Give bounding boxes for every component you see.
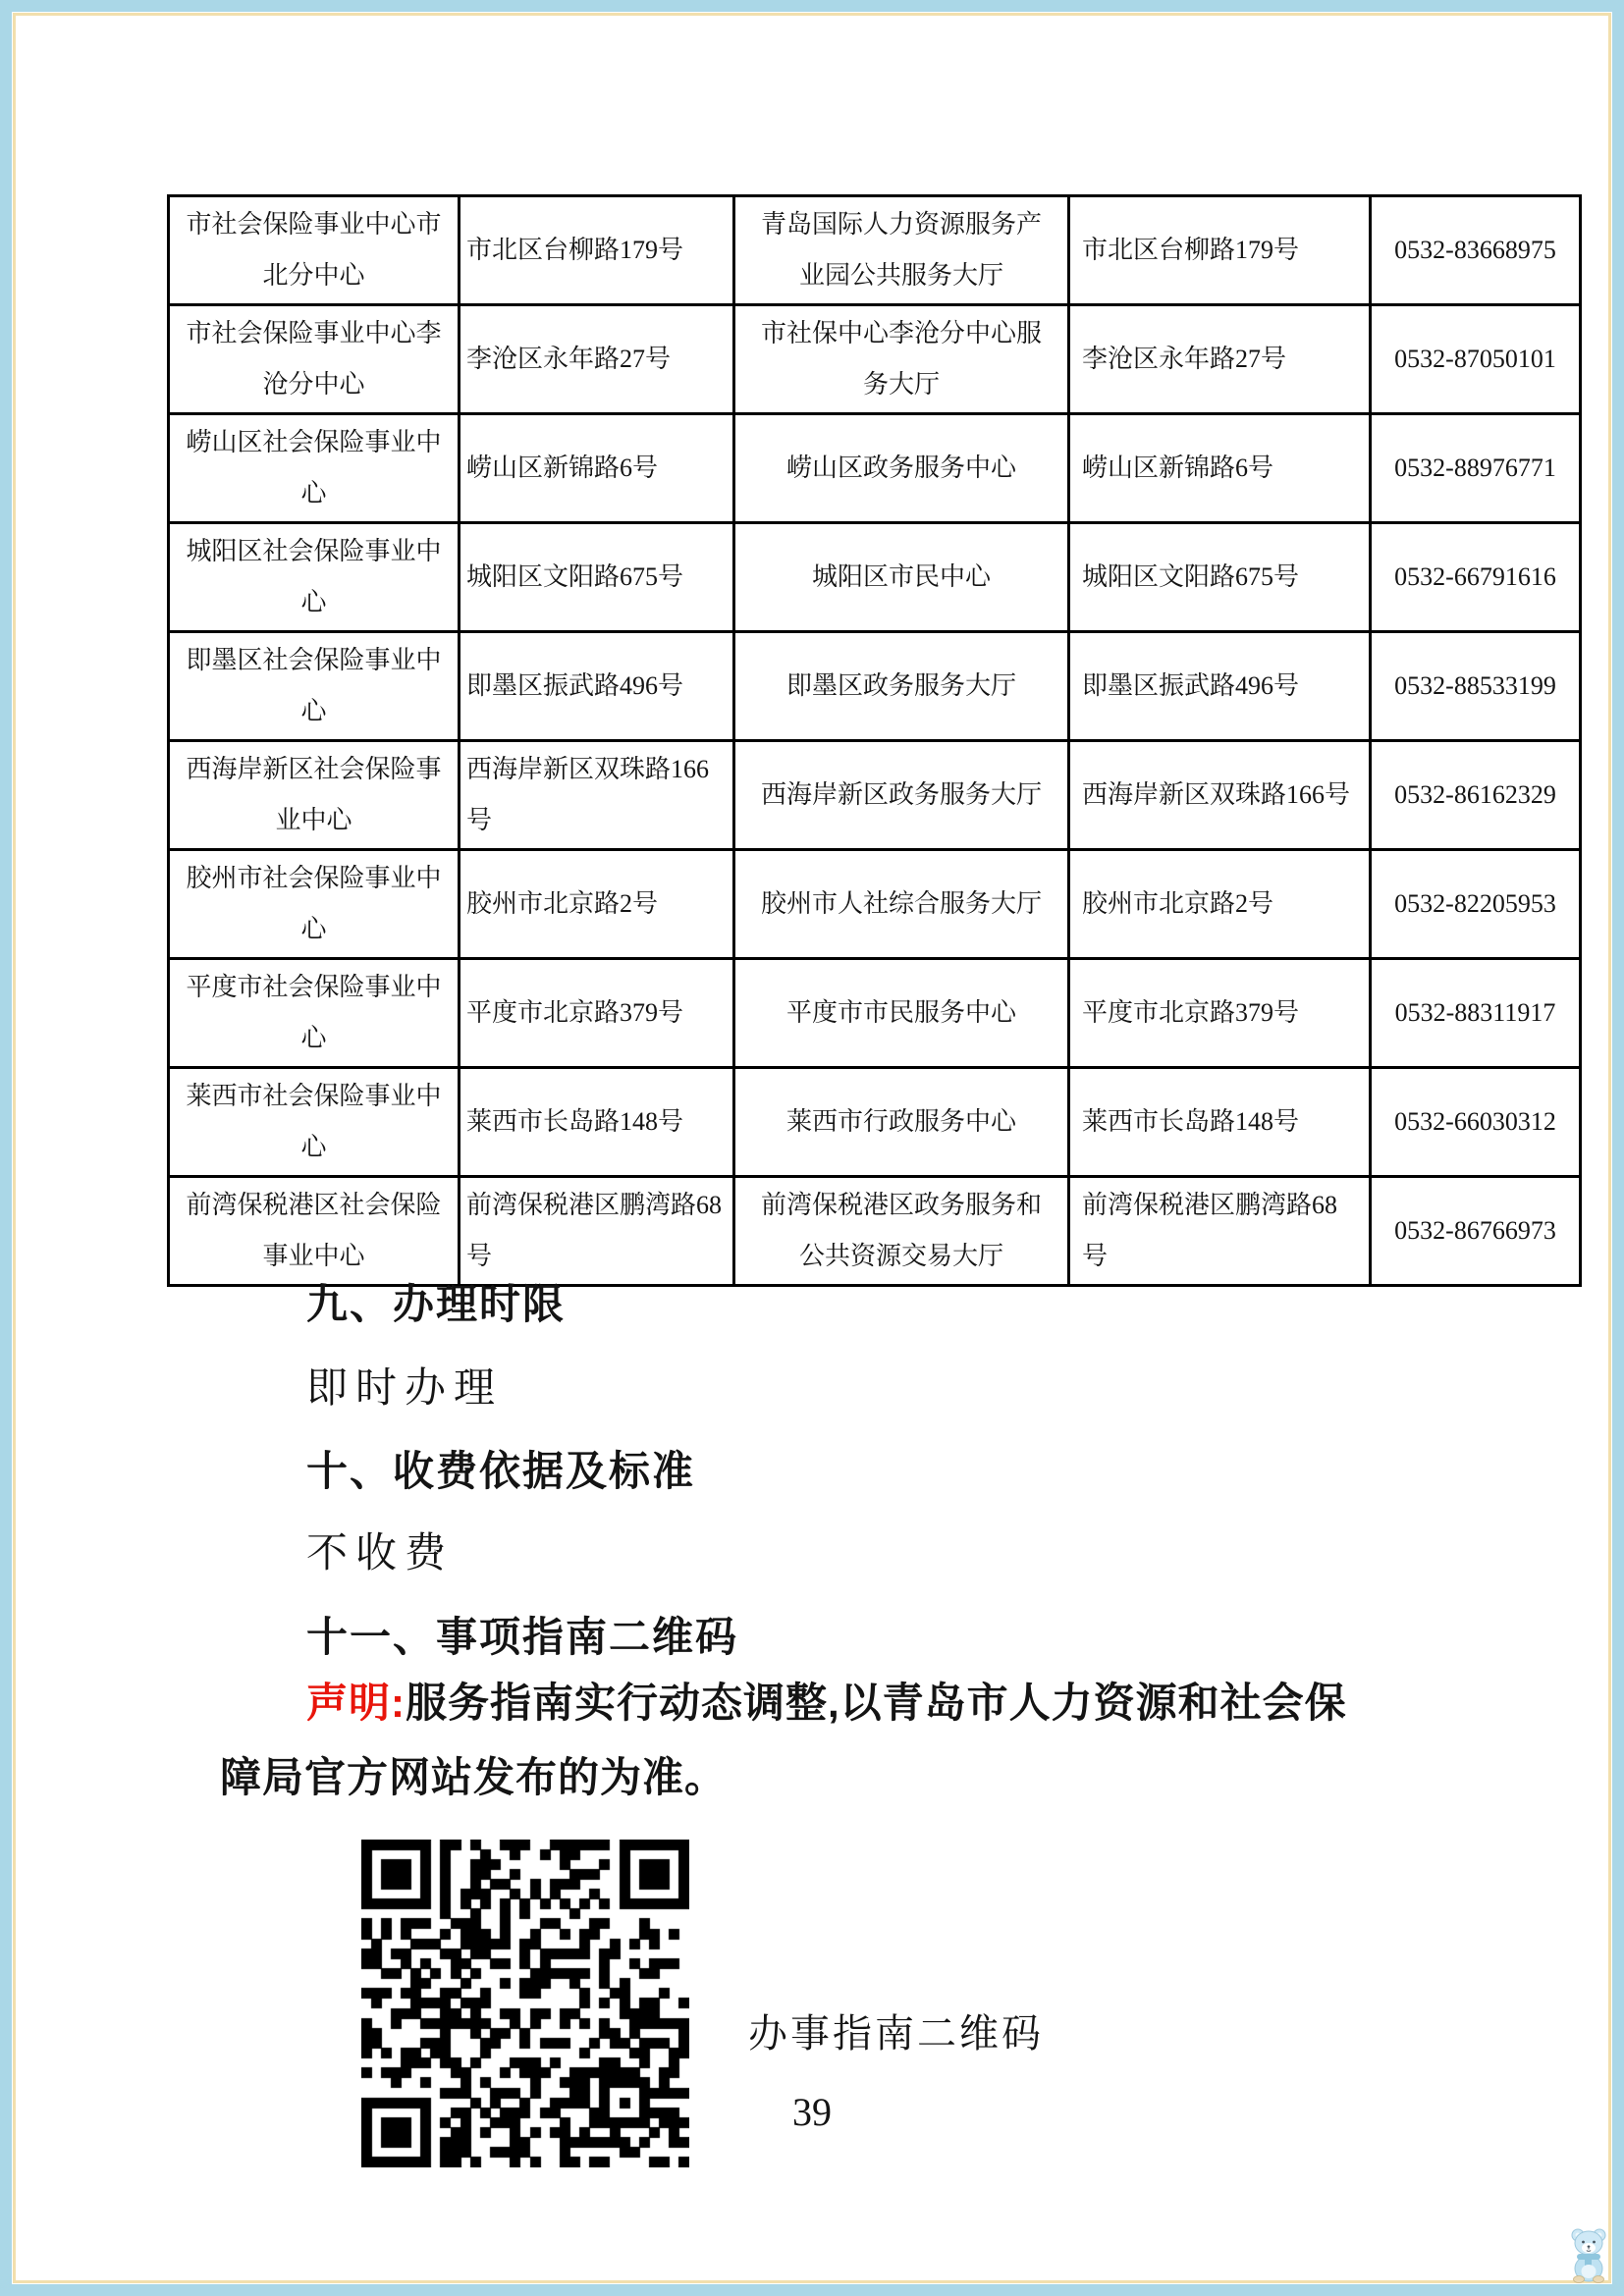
table-cell: 崂山区新锦路6号	[460, 414, 734, 523]
service-centers-table	[167, 194, 1582, 1287]
table-row	[169, 196, 1581, 305]
table-cell: 0532-87050101	[1371, 305, 1581, 414]
table-cell: 0532-88976771	[1371, 414, 1581, 523]
table-row	[169, 1177, 1581, 1286]
table-row	[169, 959, 1581, 1068]
table-cell: 城阳区社会保险事业中心	[169, 523, 460, 632]
table-cell: 0532-86162329	[1371, 741, 1581, 850]
table-cell: 平度市社会保险事业中心	[169, 959, 460, 1068]
table-cell: 莱西市行政服务中心	[734, 1068, 1069, 1177]
table-cell: 平度市北京路379号	[1069, 959, 1371, 1068]
table-cell: 0532-82205953	[1371, 850, 1581, 959]
table-row	[169, 741, 1581, 850]
table-cell: 即墨区振武路496号	[1069, 632, 1371, 741]
statement-text-1: 服务指南实行动态调整,以青岛市人力资源和社会保	[406, 1680, 1347, 1726]
section-10-body: 不收费	[306, 1531, 455, 1576]
table-cell: 0532-83668975	[1371, 196, 1581, 305]
table-cell: 崂山区社会保险事业中心	[169, 414, 460, 523]
table-cell: 莱西市社会保险事业中心	[169, 1068, 460, 1177]
table-cell: 前湾保税港区政务服务和公共资源交易大厅	[734, 1177, 1069, 1286]
table-cell: 西海岸新区社会保险事业中心	[169, 741, 460, 850]
table-cell: 即墨区政务服务大厅	[734, 632, 1069, 741]
table-cell: 胶州市北京路2号	[1069, 850, 1371, 959]
table-cell: 0532-66030312	[1371, 1068, 1581, 1177]
table-cell: 平度市北京路379号	[460, 959, 734, 1068]
table-cell: 市北区台柳路179号	[460, 196, 734, 305]
table-row	[169, 850, 1581, 959]
qr-caption: 办事指南二维码	[748, 2011, 1044, 2056]
table-cell: 城阳区文阳路675号	[1069, 523, 1371, 632]
table-cell: 0532-88311917	[1371, 959, 1581, 1068]
table-cell: 青岛国际人力资源服务产业园公共服务大厅	[734, 196, 1069, 305]
table-cell: 市社会保险事业中心市北分中心	[169, 196, 460, 305]
table-cell: 西海岸新区双珠路166号	[460, 741, 734, 850]
statement-line-1	[306, 1679, 1347, 1728]
table-cell: 李沧区永年路27号	[1069, 305, 1371, 414]
statement-line-2: 障局官方网站发布的为准。	[220, 1754, 728, 1800]
table-cell: 前湾保税港区鹏湾路68号	[460, 1177, 734, 1286]
table-cell: 0532-88533199	[1371, 632, 1581, 741]
table-cell: 即墨区社会保险事业中心	[169, 632, 460, 741]
section-9-body: 即时办理	[306, 1366, 504, 1412]
table-row	[169, 305, 1581, 414]
table-cell: 前湾保税港区社会保险事业中心	[169, 1177, 460, 1286]
table-cell: 0532-86766973	[1371, 1177, 1581, 1286]
section-11-heading: 十一、事项指南二维码	[306, 1614, 739, 1660]
table-cell: 市社保中心李沧分中心服务大厅	[734, 305, 1069, 414]
table-cell: 城阳区市民中心	[734, 523, 1069, 632]
table-cell: 平度市市民服务中心	[734, 959, 1069, 1068]
table-cell: 胶州市人社综合服务大厅	[734, 850, 1069, 959]
table-row	[169, 632, 1581, 741]
table-cell: 莱西市长岛路148号	[460, 1068, 734, 1177]
page-number: 39	[792, 2090, 832, 2134]
table-cell: 0532-66791616	[1371, 523, 1581, 632]
table-row	[169, 523, 1581, 632]
table-cell: 胶州市北京路2号	[460, 850, 734, 959]
table-cell: 城阳区文阳路675号	[460, 523, 734, 632]
table-cell: 西海岸新区双珠路166号	[1069, 741, 1371, 850]
table-cell: 莱西市长岛路148号	[1069, 1068, 1371, 1177]
table-row	[169, 414, 1581, 523]
statement-prefix: 声明:	[306, 1680, 406, 1726]
table-cell: 李沧区永年路27号	[460, 305, 734, 414]
section-9-heading: 九、办理时限	[306, 1281, 567, 1327]
table-cell: 市北区台柳路179号	[1069, 196, 1371, 305]
table-cell: 即墨区振武路496号	[460, 632, 734, 741]
teddy-bear-icon	[1569, 2228, 1608, 2283]
section-10-heading: 十、收费依据及标准	[306, 1448, 696, 1494]
table-cell: 西海岸新区政务服务大厅	[734, 741, 1069, 850]
table-cell: 崂山区政务服务中心	[734, 414, 1069, 523]
table-row	[169, 1068, 1581, 1177]
table-cell: 崂山区新锦路6号	[1069, 414, 1371, 523]
table-cell: 胶州市社会保险事业中心	[169, 850, 460, 959]
service-centers-table-body	[169, 196, 1581, 1286]
table-cell: 前湾保税港区鹏湾路68号	[1069, 1177, 1371, 1286]
table-cell: 市社会保险事业中心李沧分中心	[169, 305, 460, 414]
